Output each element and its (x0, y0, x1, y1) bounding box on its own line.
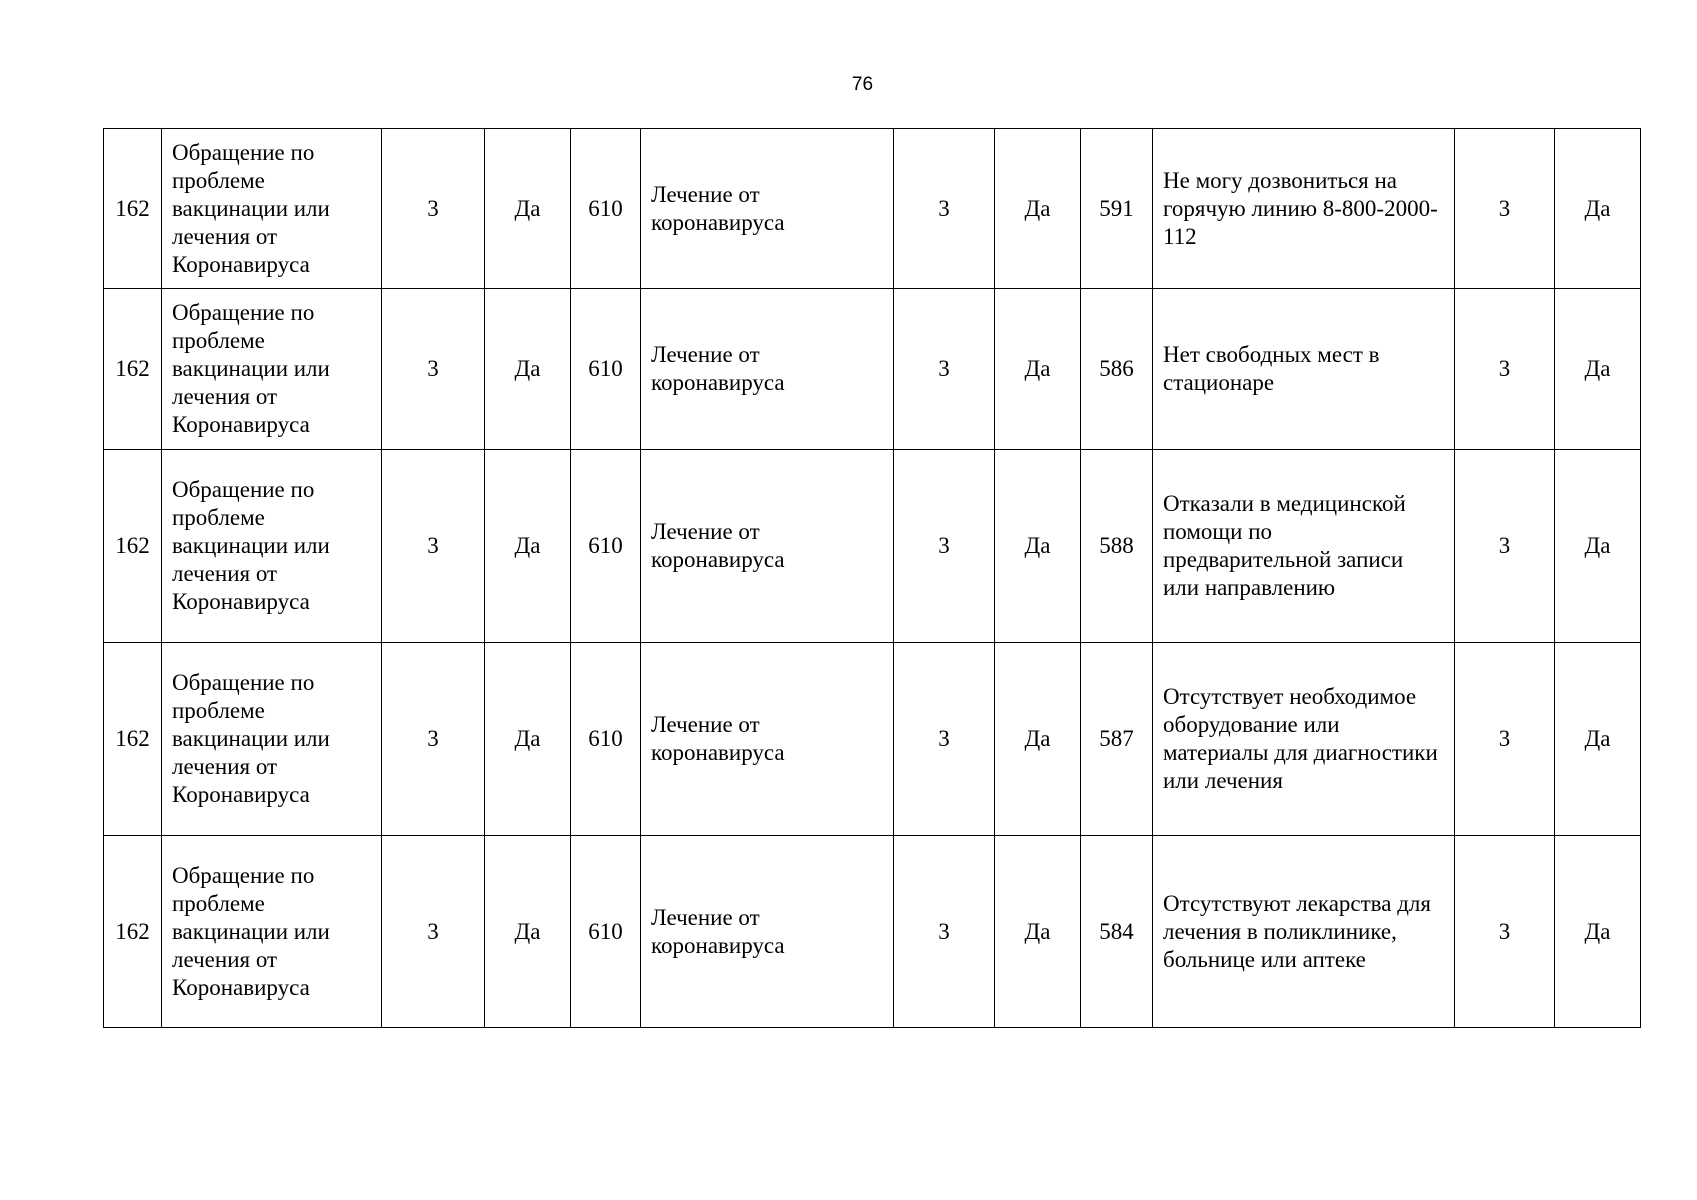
cell-level: 3 (894, 129, 995, 289)
cell-flag: Да (995, 836, 1081, 1028)
cell-code: 162 (104, 643, 162, 836)
cell-flag: Да (995, 450, 1081, 643)
cell-level: 3 (1455, 450, 1555, 643)
cell-code: 162 (104, 836, 162, 1028)
cell-level: 3 (382, 450, 485, 643)
cell-subtopic: Лечение от коронавируса (641, 643, 894, 836)
table-row (104, 129, 1641, 289)
cell-flag: Да (485, 643, 571, 836)
cell-topic: Обращение по проблеме вакцинации или лечения от Коронавируса (162, 129, 382, 289)
cell-code: 162 (104, 289, 162, 450)
cell-flag: Да (1555, 643, 1641, 836)
cell-flag: Да (995, 289, 1081, 450)
cell-code: 588 (1081, 450, 1153, 643)
table-row (104, 836, 1641, 1028)
cell-flag: Да (995, 643, 1081, 836)
cell-code: 610 (571, 450, 641, 643)
cell-issue: Отказали в медицинской помощи по предварительной записи или направлению (1153, 450, 1455, 643)
cell-subtopic: Лечение от коронавируса (641, 289, 894, 450)
cell-issue: Отсутствуют лекарства для лечения в поликлинике, больнице или аптеке (1153, 836, 1455, 1028)
cell-flag: Да (485, 450, 571, 643)
cell-issue: Отсутствует необходимое оборудование или материалы для диагностики или лечения (1153, 643, 1455, 836)
cell-flag: Да (485, 836, 571, 1028)
cell-topic: Обращение по проблеме вакцинации или лечения от Коронавируса (162, 836, 382, 1028)
cell-level: 3 (1455, 836, 1555, 1028)
cell-subtopic: Лечение от коронавируса (641, 129, 894, 289)
table-row (104, 450, 1641, 643)
cell-level: 3 (1455, 129, 1555, 289)
cell-level: 3 (382, 129, 485, 289)
cell-issue: Нет свободных мест в стационаре (1153, 289, 1455, 450)
table-row (104, 289, 1641, 450)
cell-code: 591 (1081, 129, 1153, 289)
cell-code: 162 (104, 450, 162, 643)
cell-level: 3 (382, 289, 485, 450)
cell-level: 3 (382, 836, 485, 1028)
cell-level: 3 (894, 643, 995, 836)
cell-flag: Да (485, 289, 571, 450)
cell-code: 587 (1081, 643, 1153, 836)
cell-subtopic: Лечение от коронавируса (641, 836, 894, 1028)
cell-code: 610 (571, 129, 641, 289)
classification-table (103, 128, 1641, 1028)
table-row (104, 643, 1641, 836)
cell-code: 610 (571, 289, 641, 450)
cell-code: 586 (1081, 289, 1153, 450)
cell-level: 3 (1455, 289, 1555, 450)
cell-flag: Да (1555, 289, 1641, 450)
cell-level: 3 (1455, 643, 1555, 836)
cell-flag: Да (1555, 129, 1641, 289)
cell-flag: Да (995, 129, 1081, 289)
cell-issue: Не могу дозвониться на горячую линию 8-800-2000-112 (1153, 129, 1455, 289)
cell-code: 610 (571, 643, 641, 836)
page-number: 76 (851, 74, 874, 95)
cell-subtopic: Лечение от коронавируса (641, 450, 894, 643)
cell-flag: Да (1555, 450, 1641, 643)
cell-topic: Обращение по проблеме вакцинации или лечения от Коронавируса (162, 643, 382, 836)
cell-flag: Да (485, 129, 571, 289)
cell-topic: Обращение по проблеме вакцинации или лечения от Коронавируса (162, 289, 382, 450)
cell-code: 584 (1081, 836, 1153, 1028)
cell-level: 3 (894, 450, 995, 643)
cell-topic: Обращение по проблеме вакцинации или лечения от Коронавируса (162, 450, 382, 643)
cell-level: 3 (894, 289, 995, 450)
cell-level: 3 (382, 643, 485, 836)
cell-code: 162 (104, 129, 162, 289)
cell-level: 3 (894, 836, 995, 1028)
cell-code: 610 (571, 836, 641, 1028)
cell-flag: Да (1555, 836, 1641, 1028)
